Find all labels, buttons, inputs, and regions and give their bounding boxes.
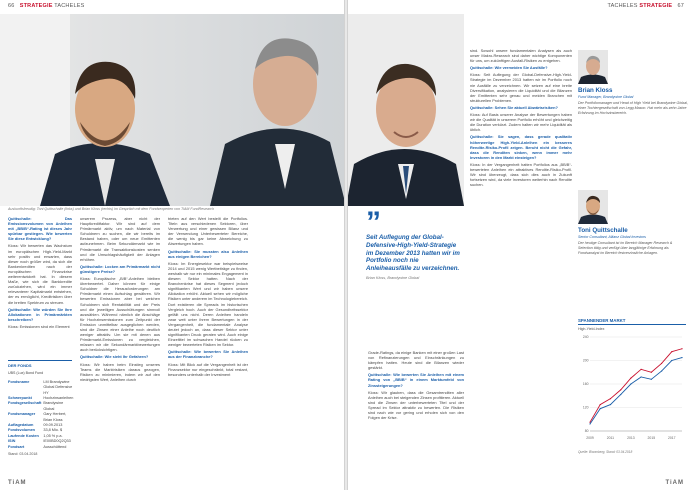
answer: Kloss: Mit Blick auf die Vergangenheit ist der Finanzsektor nur eingeschränkt, total restant, besonders unterhalb der Investment (168, 361, 248, 377)
pull-quote (366, 206, 461, 280)
facts-value: 09.09.2013 (43, 423, 63, 428)
series-point (641, 376, 642, 377)
series-point (681, 357, 682, 358)
profile-bio: Der heutige Consultant ist im Bereich Manager Research & Selection tätig und verfügt über langjährige Erfahrung als Fondsanalyst im Bereich festverzinsliche Anlagen. (578, 241, 673, 255)
photo-quittschalle (0, 14, 346, 206)
answer: Grade-Ratings, da einige Banken mit einer großen Last von Refinanzierungen und Einschränkungen zu kämpfen hatten. Heute sind die Bilanzen wieder gestärkt. (368, 350, 464, 371)
left-col-2 (80, 216, 160, 478)
right-col-text (470, 48, 572, 480)
avatar-quittschalle (578, 190, 608, 224)
section-label: STRATEGIE (639, 3, 673, 9)
facts-title: DER FONDS (8, 363, 32, 368)
profile-bio: Der Portfoliomanager und Head of High Yield bei Brandywine Global, einer Tochtergesellschaft von Legg Mason. Hat mehr als zehn Jahre Erfahrung im Hochzinsbereich. (578, 101, 688, 115)
facts-value: Ausschüttend (43, 444, 67, 449)
facts-row (8, 380, 75, 396)
subsection-label: TACHELES (54, 3, 85, 9)
footer-logo-left: TiAM (8, 480, 27, 486)
y-tick-label: 120 (582, 405, 589, 410)
answer: Kloss: Wir glauben, dass die Gesamtrenditen aller Anleihen auch bei steigenden Zinsen profitieren. Aktuell sind die Zinsen der unterbewerteten Titel und der Spread im Sektor attraktiv zu bewerten. Die Risiken sind nach wie vor gering und erholen sich von den Folgen der Krise. (368, 389, 464, 421)
y-tick-label: 80 (584, 429, 589, 434)
fund-name: UBS (Lux) Bond Fund (8, 371, 44, 376)
question: Quittschalle: Sie sagen, dass gerade qualitativ höherwertige High-Yield-Anleihen ein besseres Rendite-Risiko-Profil zeigen. Beruht nicht die Gefahr, dass die Renditen sinken, wenn immer mehr Investoren in den Markt einsteigen? (470, 134, 572, 160)
profile-name: Brian Kloss (578, 87, 613, 94)
series-point (671, 351, 672, 352)
answer: Kloss: Auf Basis unserer Analyse der Bewertungen haben wir die Qualität in unserem Portfolio erhöht und gleichzeitig die Duration verkürzt. Zudem halten wir mehr Liquidität als üblich. (470, 112, 572, 133)
profile-role: Fund Manager, Brandywine Global (578, 95, 634, 99)
question: Quittschalle: Wie vermeiden Sie Ausfälle? (470, 65, 548, 71)
photo-kloss (346, 14, 464, 206)
quote-marks: ” (366, 206, 381, 239)
answer: sind. Sowohl unsere fundamentalen Analysen als auch unser Makro-Research sind daher wichtige Komponenten für uns, um zukünftigen Ausfall-Risiken zu entgehen. (470, 48, 572, 64)
facts-stand: Stand: 03.04.2018 (8, 452, 38, 457)
series-point (610, 398, 611, 399)
page-number: 66 (8, 3, 15, 9)
answer: Kloss: Emissionen sind ein Element (8, 323, 70, 329)
facts-row (8, 412, 75, 423)
facts-key: Fondsvolumen (8, 428, 36, 433)
facts-table (8, 380, 75, 450)
right-col-mid (368, 350, 464, 482)
series-point (630, 378, 631, 379)
chart-source: Quelle: Bloomberg, Stand: 03.04.2018 (578, 450, 633, 454)
series-point (651, 379, 652, 380)
page-number: 67 (677, 3, 684, 9)
facts-key: Fondsmanager (8, 412, 36, 417)
left-col-3 (168, 216, 248, 478)
answer: Kloss: Wir bewerten das Wachstum im europäischen High-Yield-Markt sehr positiv und erwarten, dass dieser noch größer wird, da sich die Bankenkrediten nach der europäischen Finanzkrise weiterentwickelt hat. In diesem Maße, wie sich die Bankkredite zurückziehen, wird ein immer relevanterer Kapitalmarkt entstehen, der es ermöglicht, Kreditrisiken über die breiten Spektrum zu streuen. (8, 243, 72, 305)
facts-key: Fondsart (8, 444, 25, 449)
question: Quittschalle: Wie bewerten Sie Anleihen mit einem Rating von „BB/B“ in einem Marktumfeld von Zinssteigerungen? (368, 372, 464, 388)
facts-row (8, 401, 75, 412)
facts-value: Gary Herbert, Brian Kloss (43, 412, 67, 422)
answer: Kloss: In der Vergangenheit hatten Portfolios aus „BB/B“-bewerteten Anleihen ein attraktives Rendite-Risiko-Profil. Wir sind überzeugt, dass sich dies auch in Zukunft fortsetzen wird, da viele Investoren weiterhin nach Rendite suchen. (470, 161, 572, 188)
facts-value: 33,8 Mio. $ (43, 428, 63, 433)
series-point (589, 423, 590, 424)
question: Quittschalle: Wie sieht Ihr Gefahren? (80, 354, 149, 360)
y-tick-label: 160 (582, 382, 589, 387)
question: Quittschalle: Das Emissionsvolumen von Anleihen mit „BB/B“-Rating ist dieses Jahr spürbar gestiegen. Wie bewerten Sie diese Entwicklung? (8, 216, 72, 242)
facts-key: Auflagedatum (8, 423, 34, 428)
series-point (620, 394, 621, 395)
facts-key: Schwerpunkt (8, 396, 32, 401)
x-tick-label: 2017 (668, 436, 676, 440)
series-point (641, 369, 642, 370)
photo-caption: Auskunftsfreudig: Toni Quittschalle (links) und Brian Kloss (rechts) im Gespräch mit dem Fondsexperten von TiAM FundResearch (8, 207, 214, 211)
quote-text: Seit Auflegung der Global-Defensive-High-Yield-Strategie im Dezember 2013 hatten wir im Portfolio noch nie Anleiheausfälle zu verzeichnen. (366, 234, 460, 273)
facts-value: Hochzinsanleihen (43, 396, 74, 401)
avatar-kloss (578, 50, 608, 84)
chart-subtitle: High-Yield-Index (578, 327, 605, 331)
facts-value: LM Brandywine Global Defensive HY (43, 379, 73, 395)
right-page (346, 0, 692, 490)
series-point (610, 404, 611, 405)
facts-divider (8, 360, 72, 361)
y-tick-label: 240 (582, 335, 589, 340)
question: Quittschalle: Sie mussten also Anleihen aus einigen Bereichen? (168, 248, 248, 259)
x-tick-label: 2015 (647, 436, 656, 440)
answer: Kloss: Wir haben beim Einstieg unseres Teams die Marktrisiken daraus gezogen, Risiken zu minimieren, indem wir auf den niedrigsten Wert, Anleihen durch (80, 361, 160, 382)
series-point (600, 408, 601, 409)
answer: Kloss: Europäische „B/B“-Anleihen bleiben überbewertet. Daher können für einige Schuldner die Herausforderungen am Primärmarkt einen Aufschlag gewähren. Wir bewerten Emissionen aber bei welchen Schuldnern sich Rentabilität und der Preis und die jeweiligen Ausschüttungen sinnvoll auswählen. Während nämlich die Abschläge für Hochzinsemissionen zum Zeitpunkt der Emission unmittelbar ausgeglichen werden, sind die Zinsen einer Anleihe noch deutlich weniger attraktiv. Um sie mit denen aus Primärmarkt-Emissionen zu vergleichen, müssen wir die Sekundärmarktbewertungen auch berücksichtigen. (80, 276, 160, 353)
facts-value: 1,05 % p.a. (43, 433, 63, 438)
y-tick-label: 200 (582, 358, 589, 363)
facts-key: ISIN (8, 439, 16, 444)
quote-source: Brian Kloss, Brandywine Global (366, 275, 420, 280)
x-tick-label: 2009 (586, 436, 594, 440)
series-point (681, 348, 682, 349)
series-point (651, 372, 652, 373)
left-col-1 (8, 216, 72, 356)
line-chart (578, 333, 686, 443)
x-tick-label: 2013 (627, 436, 635, 440)
answer: Kloss: Im Energiesektor war beispielsweise 2014 und 2015 wenig Wertbeiträge zu finden, weshalb wir nur ein minimales Engagement in diesem Sektor hatten. Nach der Branchenkrise hat dieses Segment jedoch signifikanten Wert und wir haben unsere Allokation erhöht. Aktuell sehen wir mögliche Risiken unter anderem im Technologiebereich. Dort existieren die Spreads im historischen Vergleich hoch. Auch der Gesundheitssektor gefällt uns nicht. Deren Anleihen handeln zwar weit unter ihrem Bewertungen in der Vergangenheit, die fundamentale Analyse deutet jedoch an, dass dieser Sektor unter signifikanten Druck geraten wird. Auch einige Einzeltitel im schwachen Handel rücken zu weniger bewerteten Risiken im Sektor. (168, 260, 248, 348)
page-header-left (8, 3, 84, 9)
question: Quittschalle: Wie bewerten Sie Anleihen aus der Finanzbranche? (168, 349, 248, 360)
profile-brian-kloss (578, 50, 688, 115)
profile-toni-quittschalle (578, 190, 688, 255)
facts-value: Brandywine Global (43, 401, 64, 411)
x-tick-label: 2011 (606, 436, 615, 440)
profile-name: Toni Quittschalle (578, 227, 628, 234)
series-point (661, 370, 662, 371)
fund-facts-box (8, 363, 74, 458)
subsection-label: TACHELES (607, 3, 638, 9)
question: Quittschalle: Wie würden Sie Ihre Allokationen in Primärmärkten beschreiben? (8, 306, 72, 322)
page-header-right (607, 3, 684, 9)
facts-key: Fondsgesellschaft (8, 401, 42, 406)
chart-section-title: SPANNENDER MARKT (578, 318, 686, 325)
facts-key: Laufende Kosten (8, 433, 39, 438)
facts-key: Fondsname (8, 379, 30, 384)
answer: trieten auf den Wert bestellt die Portfolios. Titeln aus verschiedenen Sektoren, über Verwertung und einer gewissen Bilanz und der Verwendung Unterbewerteter Bereiche, die wenig bis gar keine Abweichung zu Abwertungen haben. (168, 216, 248, 247)
section-label: STRATEGIE (19, 3, 53, 9)
series-point (600, 404, 601, 405)
facts-row (8, 445, 75, 450)
question: Quittschalle: Locken am Primärmarkt nicht günstigere Preise? (80, 263, 160, 274)
footer-logo-right: TiAM (665, 480, 684, 486)
answer: unserem Prozess, aber nicht der Hauptkreditfaktor. Wir sind auf dem Primärmarkt aktiv, um nach Material von Schuldnern zu suchen, die wir bereits im Bestand haben, oder um neue Emittenten aufzunehmen. Beim Sekundärmarkt wie im Primärmarkt die Transaktionskosten senken und die Umschlagshäufigkeit der Anlagen erhöhen. (80, 216, 160, 262)
page-gutter (344, 0, 348, 490)
series-line-2 (590, 358, 682, 424)
question: Quittschalle: Sehen Sie aktuell Abwärtsrisiken? (470, 104, 558, 110)
series-point (671, 360, 672, 361)
facts-value: IE00BD0Q2Q33 (43, 439, 71, 444)
chart-box (578, 318, 686, 454)
answer: Kloss: Seit Auflegung der Global-Defensive-High-Yield-Strategie im Dezember 2013 hatten wir im Portfolio noch nie Ausfälle zu verzeichnen. Wir setzen auf eine breite Diversifikation, analysieren die Liquidität und die Bilanzen der Emittenten sehr genau und meiden Branchen mit strukturellen Problemen. (470, 72, 572, 103)
series-point (661, 363, 662, 364)
series-line-1 (590, 349, 682, 422)
profile-role: Senior Consultant, Allianz Global Investors (578, 235, 646, 239)
series-point (620, 389, 621, 390)
series-point (630, 383, 631, 384)
